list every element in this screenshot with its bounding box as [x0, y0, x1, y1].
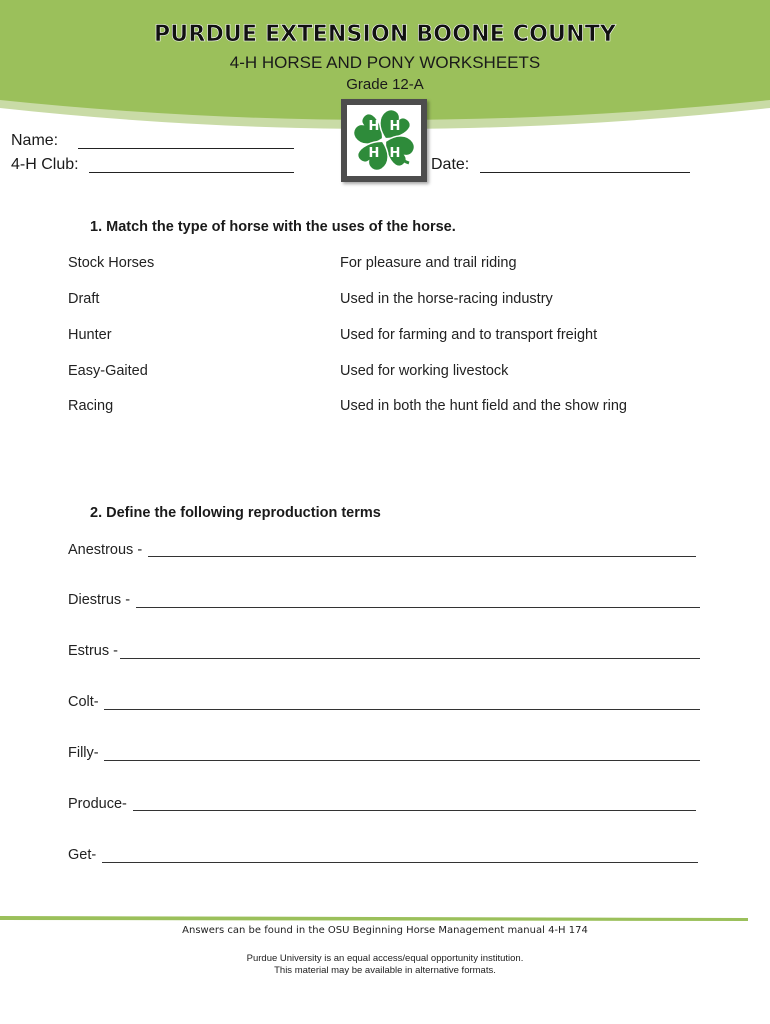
question-2-heading: 2. Define the following reproduction terms — [90, 505, 381, 521]
logo-letter-3: H — [368, 146, 380, 161]
term-label-colt: Colt- — [68, 694, 99, 710]
term-answer-line[interactable] — [102, 862, 698, 863]
term-answer-line[interactable] — [136, 607, 700, 608]
term-answer-line[interactable] — [148, 556, 696, 557]
horse-use-item: Used for working livestock — [340, 363, 509, 379]
horse-type-item: Racing — [68, 398, 114, 414]
equal-opportunity-statement: Purdue University is an equal access/equal opportunity institution. — [246, 953, 524, 964]
grade-label: Grade 12-A — [346, 76, 424, 93]
horse-use-item: Used for farming and to transport freight — [340, 327, 598, 343]
term-answer-line[interactable] — [104, 760, 700, 761]
horse-type-item: Draft — [68, 291, 100, 307]
club-field[interactable] — [89, 172, 294, 173]
club-label: 4-H Club: — [11, 156, 79, 173]
logo-letter-2: H — [389, 119, 401, 134]
horse-type-item: Easy-Gaited — [68, 363, 148, 379]
term-label-anestrous: Anestrous - — [68, 542, 143, 558]
term-label-diestrus: Diestrus - — [68, 592, 131, 608]
logo-frame — [341, 99, 427, 182]
name-field[interactable] — [78, 148, 294, 149]
term-label-produce: Produce- — [68, 796, 127, 812]
4-h-clover-icon — [347, 105, 421, 176]
term-answer-line[interactable] — [120, 658, 700, 659]
page-title: PURDUE EXTENSION BOONE COUNTY — [153, 22, 617, 47]
date-label: Date: — [431, 156, 470, 173]
horse-use-item: Used in both the hunt field and the show ring — [340, 398, 627, 414]
logo-letter-4: H — [389, 146, 401, 161]
alternative-formats-statement: This material may be available in alternative formats. — [274, 965, 496, 976]
term-label-get: Get- — [68, 847, 97, 863]
term-label-filly: Filly- — [68, 745, 99, 761]
footer-note: Answers can be found in the OSU Beginning Horse Management manual 4-H 174 — [182, 925, 588, 936]
term-answer-line[interactable] — [104, 709, 700, 710]
horse-type-item: Hunter — [68, 327, 112, 343]
date-field[interactable] — [480, 172, 690, 173]
question-1-heading: 1. Match the type of horse with the uses of the horse. — [90, 219, 456, 235]
term-label-estrus: Estrus - — [68, 643, 118, 659]
page-subtitle: 4-H HORSE AND PONY WORKSHEETS — [229, 53, 541, 72]
horse-type-item: Stock Horses — [68, 255, 155, 271]
footer-rule — [0, 914, 770, 924]
horse-use-item: Used in the horse-racing industry — [340, 291, 553, 307]
name-label: Name: — [11, 132, 59, 149]
term-answer-line[interactable] — [133, 810, 696, 811]
horse-use-item: For pleasure and trail riding — [340, 255, 517, 271]
logo-letter-1: H — [368, 119, 380, 134]
